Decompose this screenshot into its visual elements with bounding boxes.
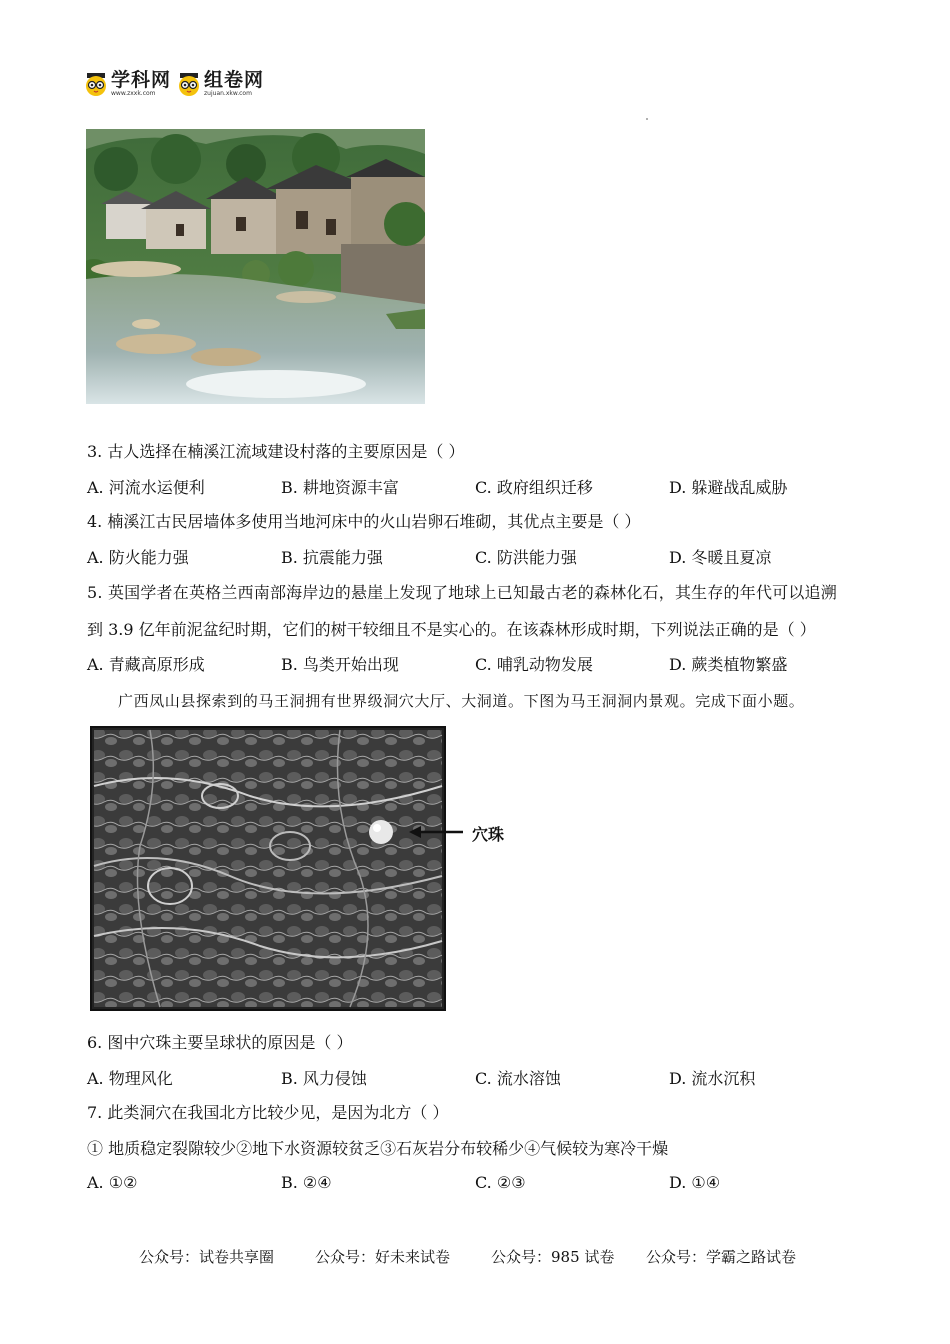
village-river-photo — [86, 129, 425, 404]
passage-intro: 广西凤山县探索到的马王洞拥有世界级洞穴大厅、大洞道。下图为马王洞洞内景观。完成下面小题。 — [118, 692, 805, 710]
q6-option-d: D. 流水沉积 — [669, 1069, 756, 1088]
q7-option-c: C. ②③ — [475, 1173, 526, 1192]
q4-option-d: D. 冬暖且夏凉 — [669, 548, 772, 567]
logo-url: www.zxxk.com — [111, 90, 156, 97]
footer-account-3: 公众号：985 试卷 — [491, 1248, 615, 1266]
q3-option-b: B. 耕地资源丰富 — [281, 478, 399, 497]
header-logo — [84, 70, 270, 98]
question-4-stem: 4. 楠溪江古民居墙体多使用当地河床中的火山岩卵石堆砌，其优点主要是（ ） — [87, 512, 641, 531]
stray-dot — [646, 118, 648, 120]
figure-label-cave-pearl: 穴珠 — [472, 825, 505, 844]
logo-xuekewang — [84, 70, 171, 98]
q6-option-a: A. 物理风化 — [87, 1069, 173, 1088]
callout-arrow-icon — [405, 820, 525, 844]
q4-option-c: C. 防洪能力强 — [475, 548, 577, 567]
village-river-illustration — [86, 129, 425, 404]
footer-account-4: 公众号：学霸之路试卷 — [646, 1248, 797, 1266]
logo-url: zujuan.xkw.com — [204, 90, 252, 97]
question-5-stem-line2: 到 3.9 亿年前泥盆纪时期，它们的树干较细且不是实心的。在该森林形成时期，下列说法正确的是（ ） — [87, 620, 816, 639]
q6-option-b: B. 风力侵蚀 — [281, 1069, 367, 1088]
q6-option-c: C. 流水溶蚀 — [475, 1069, 561, 1088]
q5-option-a: A. 青藏高原形成 — [87, 655, 205, 674]
question-7-statements: ① 地质稳定裂隙较少②地下水资源较贫乏③石灰岩分布较稀少④气候较为寒冷干燥 — [87, 1139, 669, 1158]
q5-option-d: D. 蕨类植物繁盛 — [669, 655, 788, 674]
q3-option-c: C. 政府组织迁移 — [475, 478, 593, 497]
question-7-stem: 7. 此类洞穴在我国北方比较少见，是因为北方（ ） — [87, 1103, 449, 1122]
question-6-stem: 6. 图中穴珠主要呈球状的原因是（ ） — [87, 1033, 353, 1052]
q7-option-d: D. ①④ — [669, 1173, 721, 1192]
q7-option-a: A. ①② — [87, 1173, 138, 1192]
logo-zujuanwang — [177, 70, 264, 98]
owl-mascot-icon — [177, 72, 201, 96]
cave-pearl-marker — [369, 820, 393, 844]
owl-mascot-icon — [84, 72, 108, 96]
logo-name: 学科网 — [111, 69, 172, 91]
logo-name: 组卷网 — [204, 69, 265, 91]
cave-illustration — [90, 726, 446, 1011]
q3-option-d: D. 躲避战乱威胁 — [669, 478, 788, 497]
footer-account-2: 公众号：好未来试卷 — [315, 1248, 451, 1266]
q4-option-b: B. 抗震能力强 — [281, 548, 383, 567]
footer-account-1: 公众号：试卷共享圈 — [139, 1248, 275, 1266]
q5-option-c: C. 哺乳动物发展 — [475, 655, 593, 674]
q7-option-b: B. ②④ — [281, 1173, 332, 1192]
q5-option-b: B. 鸟类开始出现 — [281, 655, 399, 674]
q3-option-a: A. 河流水运便利 — [87, 478, 205, 497]
cave-interior-photo — [90, 726, 446, 1011]
question-5-stem-line1: 5. 英国学者在英格兰西南部海岸边的悬崖上发现了地球上已知最古老的森林化石，其生存的年代可以追溯 — [87, 583, 837, 602]
question-3-stem: 3. 古人选择在楠溪江流域建设村落的主要原因是（ ） — [87, 442, 465, 461]
q4-option-a: A. 防火能力强 — [87, 548, 189, 567]
